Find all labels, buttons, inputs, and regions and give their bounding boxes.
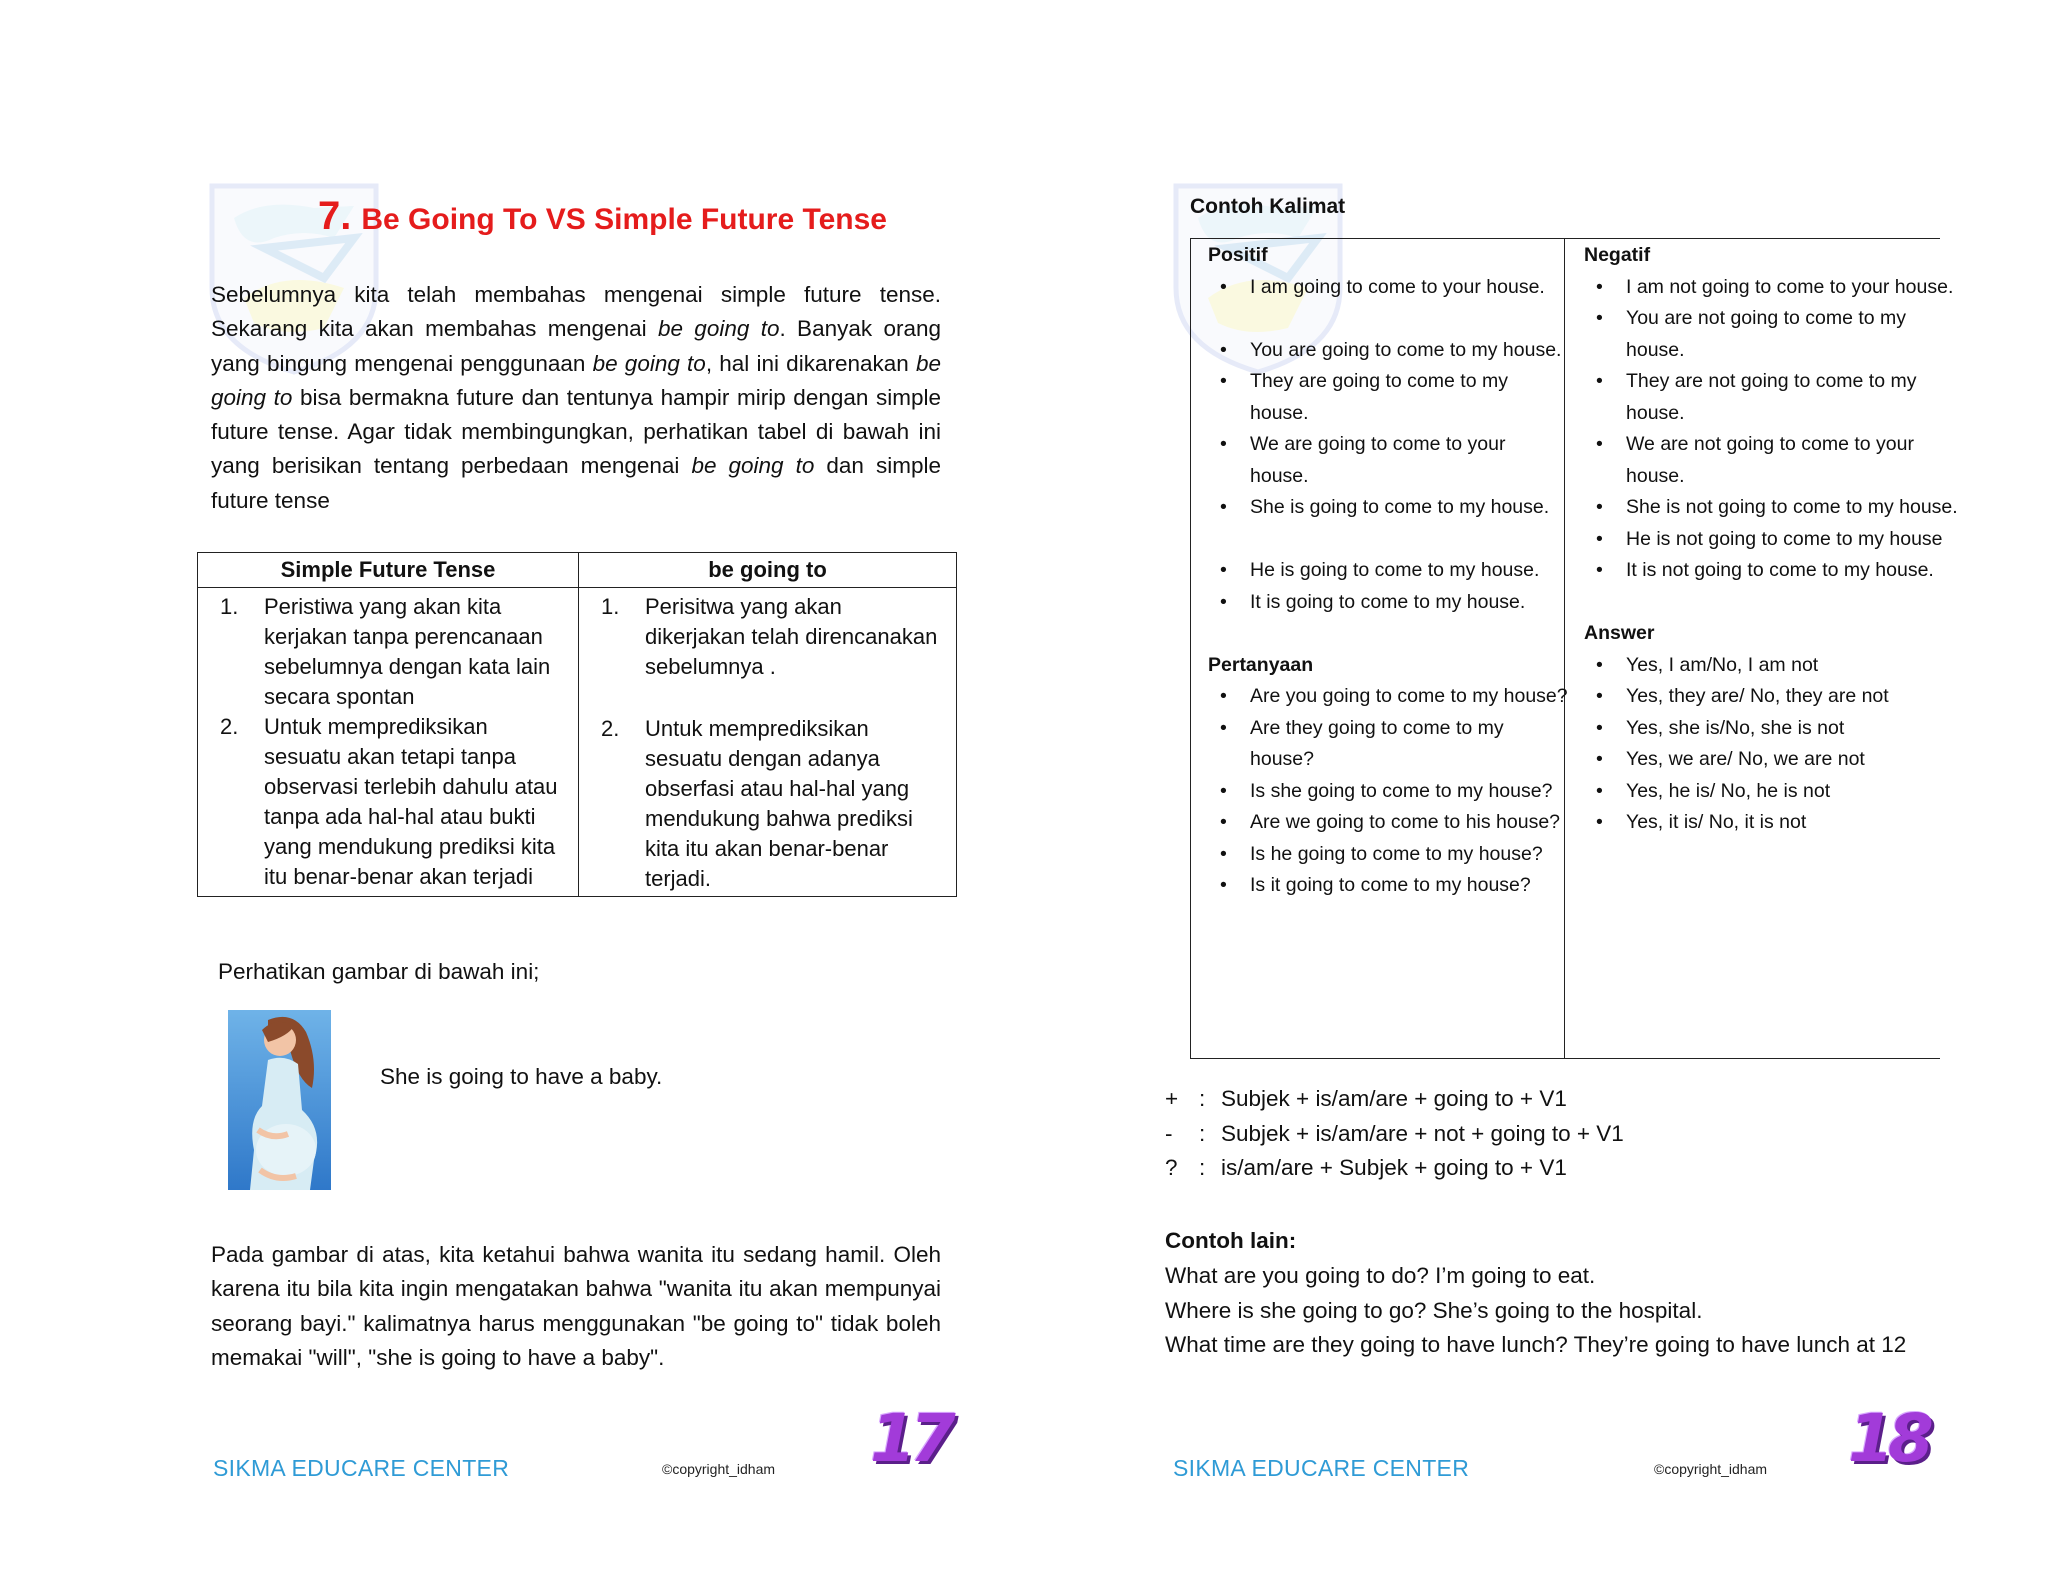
table-cell-be-going-to — [579, 588, 957, 897]
bullet-icon: • — [1596, 275, 1603, 298]
bullet-icon: • — [1220, 370, 1227, 392]
intro-paragraph: Sebelumnya kita telah membahas mengenai simple future tense. Sekarang kita akan membahas mengenai be going to. Banyak orang yang bingung mengenai penggunaan be going to, hal ini dikarenakan be going to bisa bermakna future dan tentunya hampir mirip dengan simple future tense. Agar tidak membingungkan, perhatikan tabel di bawah ini yang berisikan tentang perbedaan mengenai be going to dan simple future tense — [211, 282, 941, 513]
answer-item: • Yes, he is/ No, he is not — [1584, 776, 1964, 808]
page-title — [318, 194, 887, 239]
positif-item: • It is going to come to my house. — [1208, 587, 1568, 619]
comparison-table — [197, 552, 957, 897]
question-item: • Is he going to come to my house? — [1208, 839, 1568, 871]
other-label: Contoh lain: — [1165, 1228, 1297, 1253]
positif-column — [1208, 240, 1568, 902]
positif-label: Positif — [1208, 244, 1268, 266]
list-item: 1. Perisitwa yang akan dikerjakan telah direncanakan sebelumnya . — [601, 594, 938, 679]
bullet-icon: • — [1596, 370, 1603, 392]
page-number: 17 — [870, 1400, 950, 1477]
negatif-item: • It is not going to come to my house. — [1584, 555, 1964, 587]
answer-list — [1584, 650, 1964, 839]
positif-item: • We are going to come to your house. — [1208, 429, 1568, 492]
question-item: • Are we going to come to his house? — [1208, 807, 1568, 839]
bullet-icon: • — [1220, 779, 1227, 802]
bullet-icon: • — [1596, 307, 1603, 329]
title-text: Be Going To VS Simple Future Tense — [361, 203, 887, 236]
footer-copyright: ©copyright_idham — [1654, 1461, 1768, 1477]
bullet-icon: • — [1220, 590, 1227, 613]
footer-brand: SIKMA EDUCARE CENTER — [213, 1455, 510, 1481]
table-header-simple-future: Simple Future Tense — [198, 553, 579, 588]
bullet-icon: • — [1220, 842, 1227, 865]
bullet-icon: • — [1220, 716, 1227, 739]
positif-item: • She is going to come to my house. — [1208, 492, 1568, 524]
bullet-icon: • — [1220, 559, 1227, 581]
positif-list — [1208, 272, 1568, 619]
bullet-icon: • — [1220, 338, 1227, 361]
other-example-line: Where is she going to go? She’s going to the hospital. — [1165, 1297, 1703, 1323]
negatif-column — [1584, 240, 1964, 839]
question-item: • Is she going to come to my house? — [1208, 776, 1568, 808]
bullet-icon: • — [1220, 811, 1227, 833]
bullet-icon: • — [1596, 748, 1603, 770]
bullet-icon: • — [1596, 811, 1603, 833]
negatif-list — [1584, 272, 1964, 587]
bullet-icon: • — [1596, 653, 1603, 676]
bullet-icon: • — [1596, 496, 1603, 518]
answer-item: • Yes, it is/ No, it is not — [1584, 807, 1964, 839]
formula-row: - : Subjek + is/am/are + not + going to + V1 — [1165, 1120, 1624, 1146]
bullet-icon: • — [1220, 433, 1227, 455]
bullet-icon: • — [1220, 685, 1227, 707]
answer-item: • Yes, I am/No, I am not — [1584, 650, 1964, 682]
positif-item — [1208, 303, 1568, 335]
positif-item: • I am going to come to your house. — [1208, 272, 1568, 304]
positif-item: • They are going to come to my house. — [1208, 366, 1568, 429]
footer-brand: SIKMA EDUCARE CENTER — [1173, 1455, 1470, 1481]
answer-item: • Yes, she is/No, she is not — [1584, 713, 1964, 745]
formula-row: + : Subjek + is/am/are + going to + V1 — [1165, 1086, 1567, 1111]
negatif-item: • We are not going to come to your house. — [1584, 429, 1964, 492]
pregnant-woman-illustration — [228, 1010, 331, 1190]
bullet-icon: • — [1220, 275, 1227, 298]
list-item: 2. Untuk memprediksikan sesuatu dengan adanya obserfasi atau hal-hal yang mendukung bahwa prediksi kita itu akan benar-benar terjadi. — [601, 716, 913, 891]
other-example-line: What are you going to do? I’m going to eat. — [1165, 1263, 1596, 1288]
positif-item: • He is going to come to my house. — [1208, 555, 1568, 587]
footer-copyright: ©copyright_idham — [662, 1461, 776, 1477]
bullet-icon: • — [1220, 874, 1227, 896]
bullet-icon: • — [1596, 716, 1603, 739]
question-item: • Are they going to come to my house? — [1208, 713, 1568, 776]
list-item: 1. Peristiwa yang akan kita kerjakan tanpa perencanaan sebelumnya dengan kata lain secara spontan — [220, 594, 551, 709]
look-label: Perhatikan gambar di bawah ini; — [218, 959, 540, 984]
formula-row: ? : is/am/are + Subjek + going to + V1 — [1165, 1155, 1567, 1180]
negatif-item: • I am not going to come to your house. — [1584, 272, 1964, 304]
negatif-item: • You are not going to come to my house. — [1584, 303, 1964, 366]
bullet-icon: • — [1220, 496, 1227, 518]
list-item: 2. Untuk memprediksikan sesuatu akan tetapi tanpa observasi terlebih dahulu atau tanpa ada hal-hal atau bukti yang mendukung prediksi kita itu benar-benar akan terjadi — [220, 714, 558, 889]
page-number: 18 — [1848, 1400, 1928, 1477]
answer-item: • Yes, we are/ No, we are not — [1584, 744, 1964, 776]
title-number: 7. — [318, 194, 352, 238]
pertanyaan-label: Pertanyaan — [1208, 653, 1314, 676]
question-item: • Are you going to come to my house? — [1208, 681, 1568, 713]
bullet-icon: • — [1596, 685, 1603, 707]
negatif-label: Negatif — [1584, 244, 1651, 266]
negatif-item: • He is not going to come to my house — [1584, 524, 1964, 556]
section-title: Contoh Kalimat — [1190, 195, 1346, 218]
bullet-icon: • — [1596, 779, 1603, 802]
closing-paragraph: Pada gambar di atas, kita ketahui bahwa wanita itu sedang hamil. Oleh karena itu bila kita ingin mengatakan bahwa "wanita itu akan mempunyai seorang bayi." kalimatnya harus menggunakan "be going to" tidak boleh memakai "will", "she is going to have a baby". — [211, 1242, 941, 1370]
answer-label: Answer — [1584, 622, 1655, 644]
table-header-be-going-to: be going to — [579, 553, 957, 588]
table-cell-simple-future — [198, 588, 579, 897]
positif-item: • You are going to come to my house. — [1208, 335, 1568, 367]
picture-caption: She is going to have a baby. — [380, 1064, 663, 1089]
negatif-item: • They are not going to come to my house. — [1584, 366, 1964, 429]
positif-item — [1208, 524, 1568, 556]
bullet-icon: • — [1596, 433, 1603, 455]
answer-item: • Yes, they are/ No, they are not — [1584, 681, 1964, 713]
bullet-icon: • — [1596, 527, 1603, 550]
bullet-icon: • — [1596, 559, 1603, 581]
other-example-line: What time are they going to have lunch? They’re going to have lunch at 12 — [1165, 1332, 1907, 1357]
negatif-item: • She is not going to come to my house. — [1584, 492, 1964, 524]
question-list — [1208, 681, 1568, 902]
question-item: • Is it going to come to my house? — [1208, 870, 1568, 902]
